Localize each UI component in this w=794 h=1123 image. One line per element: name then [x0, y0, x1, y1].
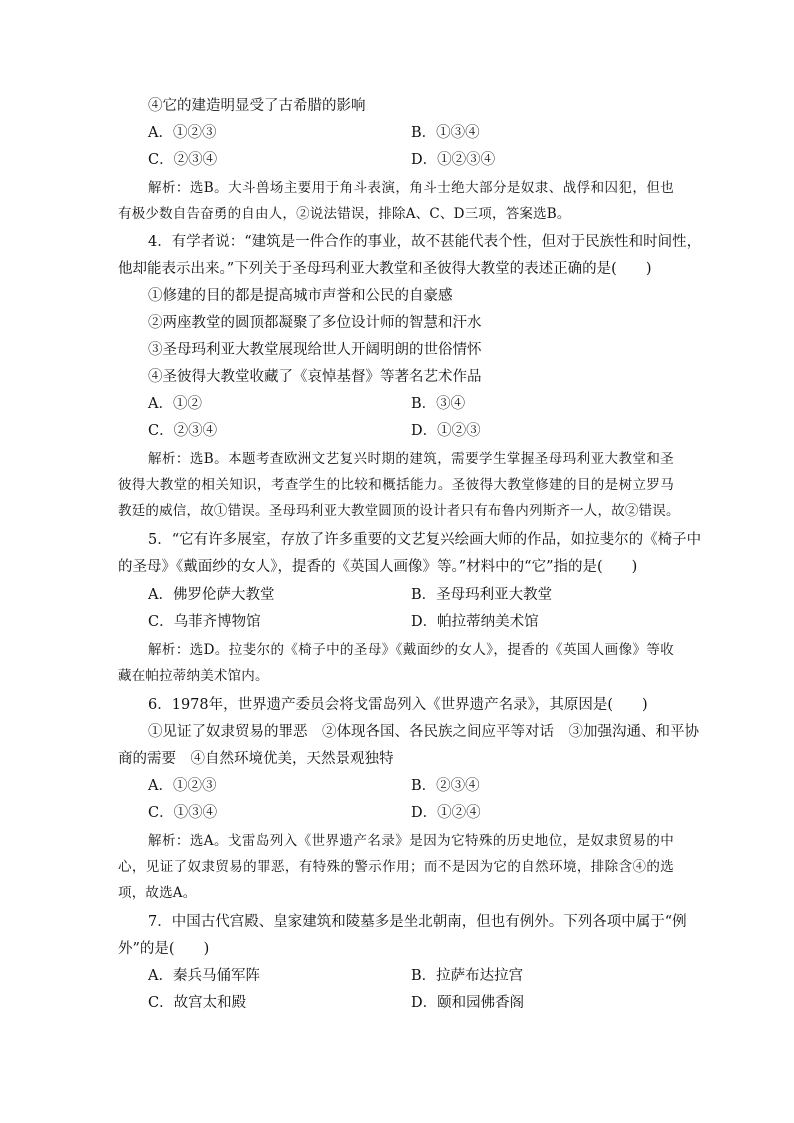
- q6-analysis-line-3: 项，故选A。: [118, 885, 197, 901]
- q3-analysis-line-1: 解析：选B。大斗兽场主要用于角斗表演，角斗士绝大部分是奴隶、战俘和囚犯，但也: [148, 180, 674, 196]
- q6-analysis-line-1: 解析：选A。戈雷岛列入《世界遗产名录》是因为它特殊的历史地位，是奴隶贸易的中: [148, 833, 674, 849]
- q6-analysis-line-2: 心，见证了奴隶贸易的罪恶，有特殊的警示作用；而不是因为它的自然环境，排除含④的选: [118, 859, 674, 875]
- q4-option-d: D．①②③: [411, 423, 481, 439]
- q6-stem-line-1: 6．1978年，世界遗产委员会将戈雷岛列入《世界遗产名录》，其原因是( ): [148, 697, 648, 713]
- q5-analysis-line-2: 藏在帕拉蒂纳美术馆内。: [118, 668, 269, 684]
- q3-option-c: C．②③④: [148, 152, 218, 168]
- q3-analysis-line-2: 有极少数自告奋勇的自由人，②说法错误，排除A、C、D三项，答案选B。: [118, 206, 571, 222]
- q4-option-c: C．②③④: [148, 423, 218, 439]
- q7-option-a: A．秦兵马俑军阵: [148, 968, 260, 984]
- q5-stem-line-1: 5．“它有许多展室，存放了许多重要的文艺复兴绘画大师的作品，如拉斐尔的《椅子中: [148, 532, 702, 548]
- q4-stem-line-2: 他却能表示出来。”下列关于圣母玛利亚大教堂和圣彼得大教堂的表述正确的是( ): [118, 261, 652, 277]
- q7-stem-line-2: 外”的是( ): [118, 941, 210, 957]
- q4-option-a: A．①②: [148, 396, 202, 412]
- q7-option-c: C．故宫太和殿: [148, 995, 247, 1011]
- q5-option-d: D．帕拉蒂纳美术馆: [411, 614, 539, 630]
- q6-items-line-2: 商的需要 ④自然环境优美，天然景观独特: [118, 751, 394, 767]
- q3-option-a: A．①②③: [148, 125, 217, 141]
- q4-item-2: ②两座教堂的圆顶都凝聚了多位设计师的智慧和汗水: [148, 315, 482, 331]
- q3-option-b: B．①③④: [411, 125, 480, 141]
- q5-option-c: C．乌菲齐博物馆: [148, 614, 261, 630]
- q7-stem-line-1: 7．中国古代宫殿、皇家建筑和陵墓多是坐北朝南，但也有例外。下列各项中属于“例: [148, 914, 687, 930]
- q7-option-b: B．拉萨布达拉宫: [411, 968, 524, 984]
- q6-option-a: A．①②③: [148, 778, 217, 794]
- q6-option-b: B．②③④: [411, 778, 480, 794]
- q4-option-b: B．③④: [411, 396, 466, 412]
- q5-option-a: A．佛罗伦萨大教堂: [148, 587, 275, 603]
- q5-option-b: B．圣母玛利亚大教堂: [411, 587, 553, 603]
- q7-option-d: D．颐和园佛香阁: [411, 995, 525, 1011]
- q4-analysis-line-2: 彼得大教堂的相关知识，考查学生的比较和概括能力。圣彼得大教堂修建的目的是树立罗马: [118, 477, 674, 493]
- q4-stem-line-1: 4．有学者说：“建筑是一件合作的事业，故不甚能代表个性，但对于民族性和时间性，: [148, 234, 702, 250]
- q4-item-3: ③圣母玛利亚大教堂展现给世人开阔明朗的世俗情怀: [148, 342, 482, 358]
- q6-items-line-1: ①见证了奴隶贸易的罪恶 ②体现各国、各民族之间应平等对话 ③加强沟通、和平协: [148, 724, 699, 740]
- q4-item-1: ①修建的目的都是提高城市声誉和公民的自豪感: [148, 288, 453, 304]
- q6-option-d: D．①②④: [411, 805, 481, 821]
- q4-item-4: ④圣彼得大教堂收藏了《哀悼基督》等著名艺术作品: [148, 369, 482, 385]
- q4-analysis-line-3: 教廷的威信，故①错误。圣母玛利亚大教堂圆顶的设计者只有布鲁内列斯齐一人，故②错误。: [118, 503, 680, 519]
- q4-analysis-line-1: 解析：选B。本题考查欧洲文艺复兴时期的建筑，需要学生掌握圣母玛利亚大教堂和圣: [148, 451, 674, 467]
- q6-option-c: C．①③④: [148, 805, 218, 821]
- q3-item-4: ④它的建造明显受了古希腊的影响: [148, 98, 366, 114]
- q3-option-d: D．①②③④: [411, 152, 496, 168]
- q5-stem-line-2: 的圣母》《戴面纱的女人》，提香的《英国人画像》等。”材料中的“它”指的是( ): [118, 559, 638, 575]
- q5-analysis-line-1: 解析：选D。拉斐尔的《椅子中的圣母》《戴面纱的女人》，提香的《英国人画像》等收: [148, 642, 674, 658]
